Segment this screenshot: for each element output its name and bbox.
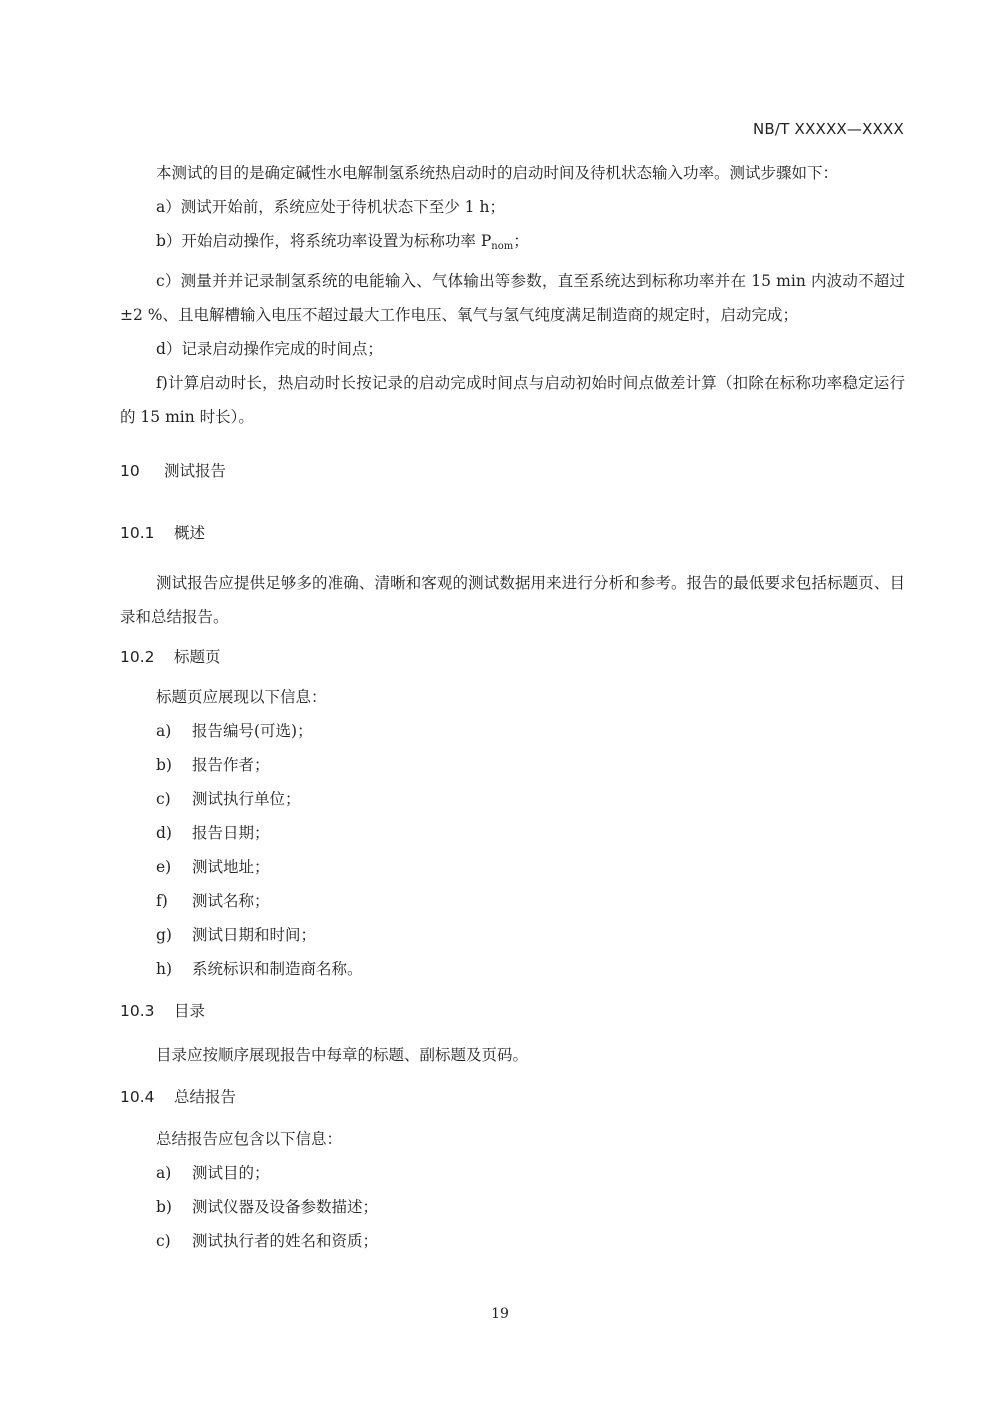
section-number: 10.1 <box>120 524 155 542</box>
list-text: 测试执行单位； <box>192 790 301 808</box>
section-title: 测试报告 <box>164 462 227 480</box>
toc-paragraph: 目录应按顺序展现报告中每章的标题、副标题及页码。 <box>156 1046 529 1064</box>
step-b-suffix: ； <box>513 232 529 250</box>
step-b <box>120 224 905 264</box>
list-item <box>120 952 905 986</box>
list-text: 测试名称； <box>192 892 270 910</box>
list-marker: d) <box>156 824 172 842</box>
section-title: 目录 <box>174 1002 206 1020</box>
section-number: 10.4 <box>120 1088 155 1106</box>
section-10-heading <box>120 454 905 488</box>
list-item <box>120 714 905 748</box>
section-number: 10 <box>120 462 140 480</box>
page-content <box>120 156 905 1258</box>
section-10-4-heading <box>120 1080 905 1114</box>
list-marker: g) <box>156 926 172 944</box>
list-marker: f) <box>156 892 168 910</box>
section-title: 标题页 <box>174 648 221 666</box>
section-10-3-heading <box>120 994 905 1028</box>
list-text: 报告编号(可选)； <box>192 722 313 740</box>
page-number: 19 <box>491 1306 509 1322</box>
summary-list <box>120 1156 905 1258</box>
list-text: 报告日期； <box>192 824 270 842</box>
list-marker: h) <box>156 960 173 978</box>
list-marker: c) <box>156 790 171 808</box>
list-marker: b) <box>156 756 172 774</box>
document-code: NB/T XXXXX—XXXX <box>753 120 904 138</box>
section-title: 概述 <box>174 524 206 542</box>
list-text: 报告作者； <box>192 756 270 774</box>
list-item <box>120 748 905 782</box>
list-item <box>120 884 905 918</box>
title-page-intro: 标题页应展现以下信息： <box>156 688 327 706</box>
summary-intro: 总结报告应包含以下信息： <box>156 1130 343 1148</box>
list-text: 测试目的； <box>192 1164 270 1182</box>
title-page-list <box>120 714 905 986</box>
list-item <box>120 1190 905 1224</box>
list-item <box>120 918 905 952</box>
list-marker: b) <box>156 1198 172 1216</box>
list-text: 系统标识和制造商名称。 <box>192 960 363 978</box>
list-text: 测试日期和时间； <box>192 926 317 944</box>
list-item <box>120 782 905 816</box>
list-item <box>120 816 905 850</box>
list-marker: e) <box>156 858 172 876</box>
intro-paragraph: 本测试的目的是确定碱性水电解制氢系统热启动时的启动时间及待机状态输入功率。测试步骤如下： <box>156 164 839 182</box>
overview-paragraph: 测试报告应提供足够多的准确、清晰和客观的测试数据用来进行分析和参考。报告的最低要求包括标题页、目录和总结报告。 <box>120 574 905 626</box>
step-d: d）记录启动操作完成的时间点； <box>156 340 383 358</box>
section-title: 总结报告 <box>174 1088 237 1106</box>
step-b-text: b）开始启动操作，将系统功率设置为标称功率 P <box>156 232 492 250</box>
step-c: c）测量并并记录制氢系统的电能输入、气体输出等参数，直至系统达到标称功率并在 15 min 内波动不超过±2 %、且电解槽输入电压不超过最大工作电压、氧气与氢气纯度满足制造商的规定时，启动完成； <box>120 272 905 324</box>
section-number: 10.3 <box>120 1002 155 1020</box>
section-10-1-heading <box>120 516 905 550</box>
list-item <box>120 1224 905 1258</box>
list-item <box>120 1156 905 1190</box>
list-item <box>120 850 905 884</box>
list-marker: a) <box>156 1164 172 1182</box>
section-10-2-heading <box>120 640 905 674</box>
list-text: 测试执行者的姓名和资质； <box>192 1232 379 1250</box>
step-f: f)计算启动时长，热启动时长按记录的启动完成时间点与启动初始时间点做差计算（扣除在标称功率稳定运行的 15 min 时长）。 <box>120 374 905 426</box>
step-a: a）测试开始前，系统应处于待机状态下至少 1 h； <box>156 198 505 216</box>
list-text: 测试地址； <box>192 858 270 876</box>
list-marker: a) <box>156 722 172 740</box>
list-text: 测试仪器及设备参数描述； <box>192 1198 379 1216</box>
step-b-subscript: nom <box>491 241 514 252</box>
list-marker: c) <box>156 1232 171 1250</box>
section-number: 10.2 <box>120 648 155 666</box>
